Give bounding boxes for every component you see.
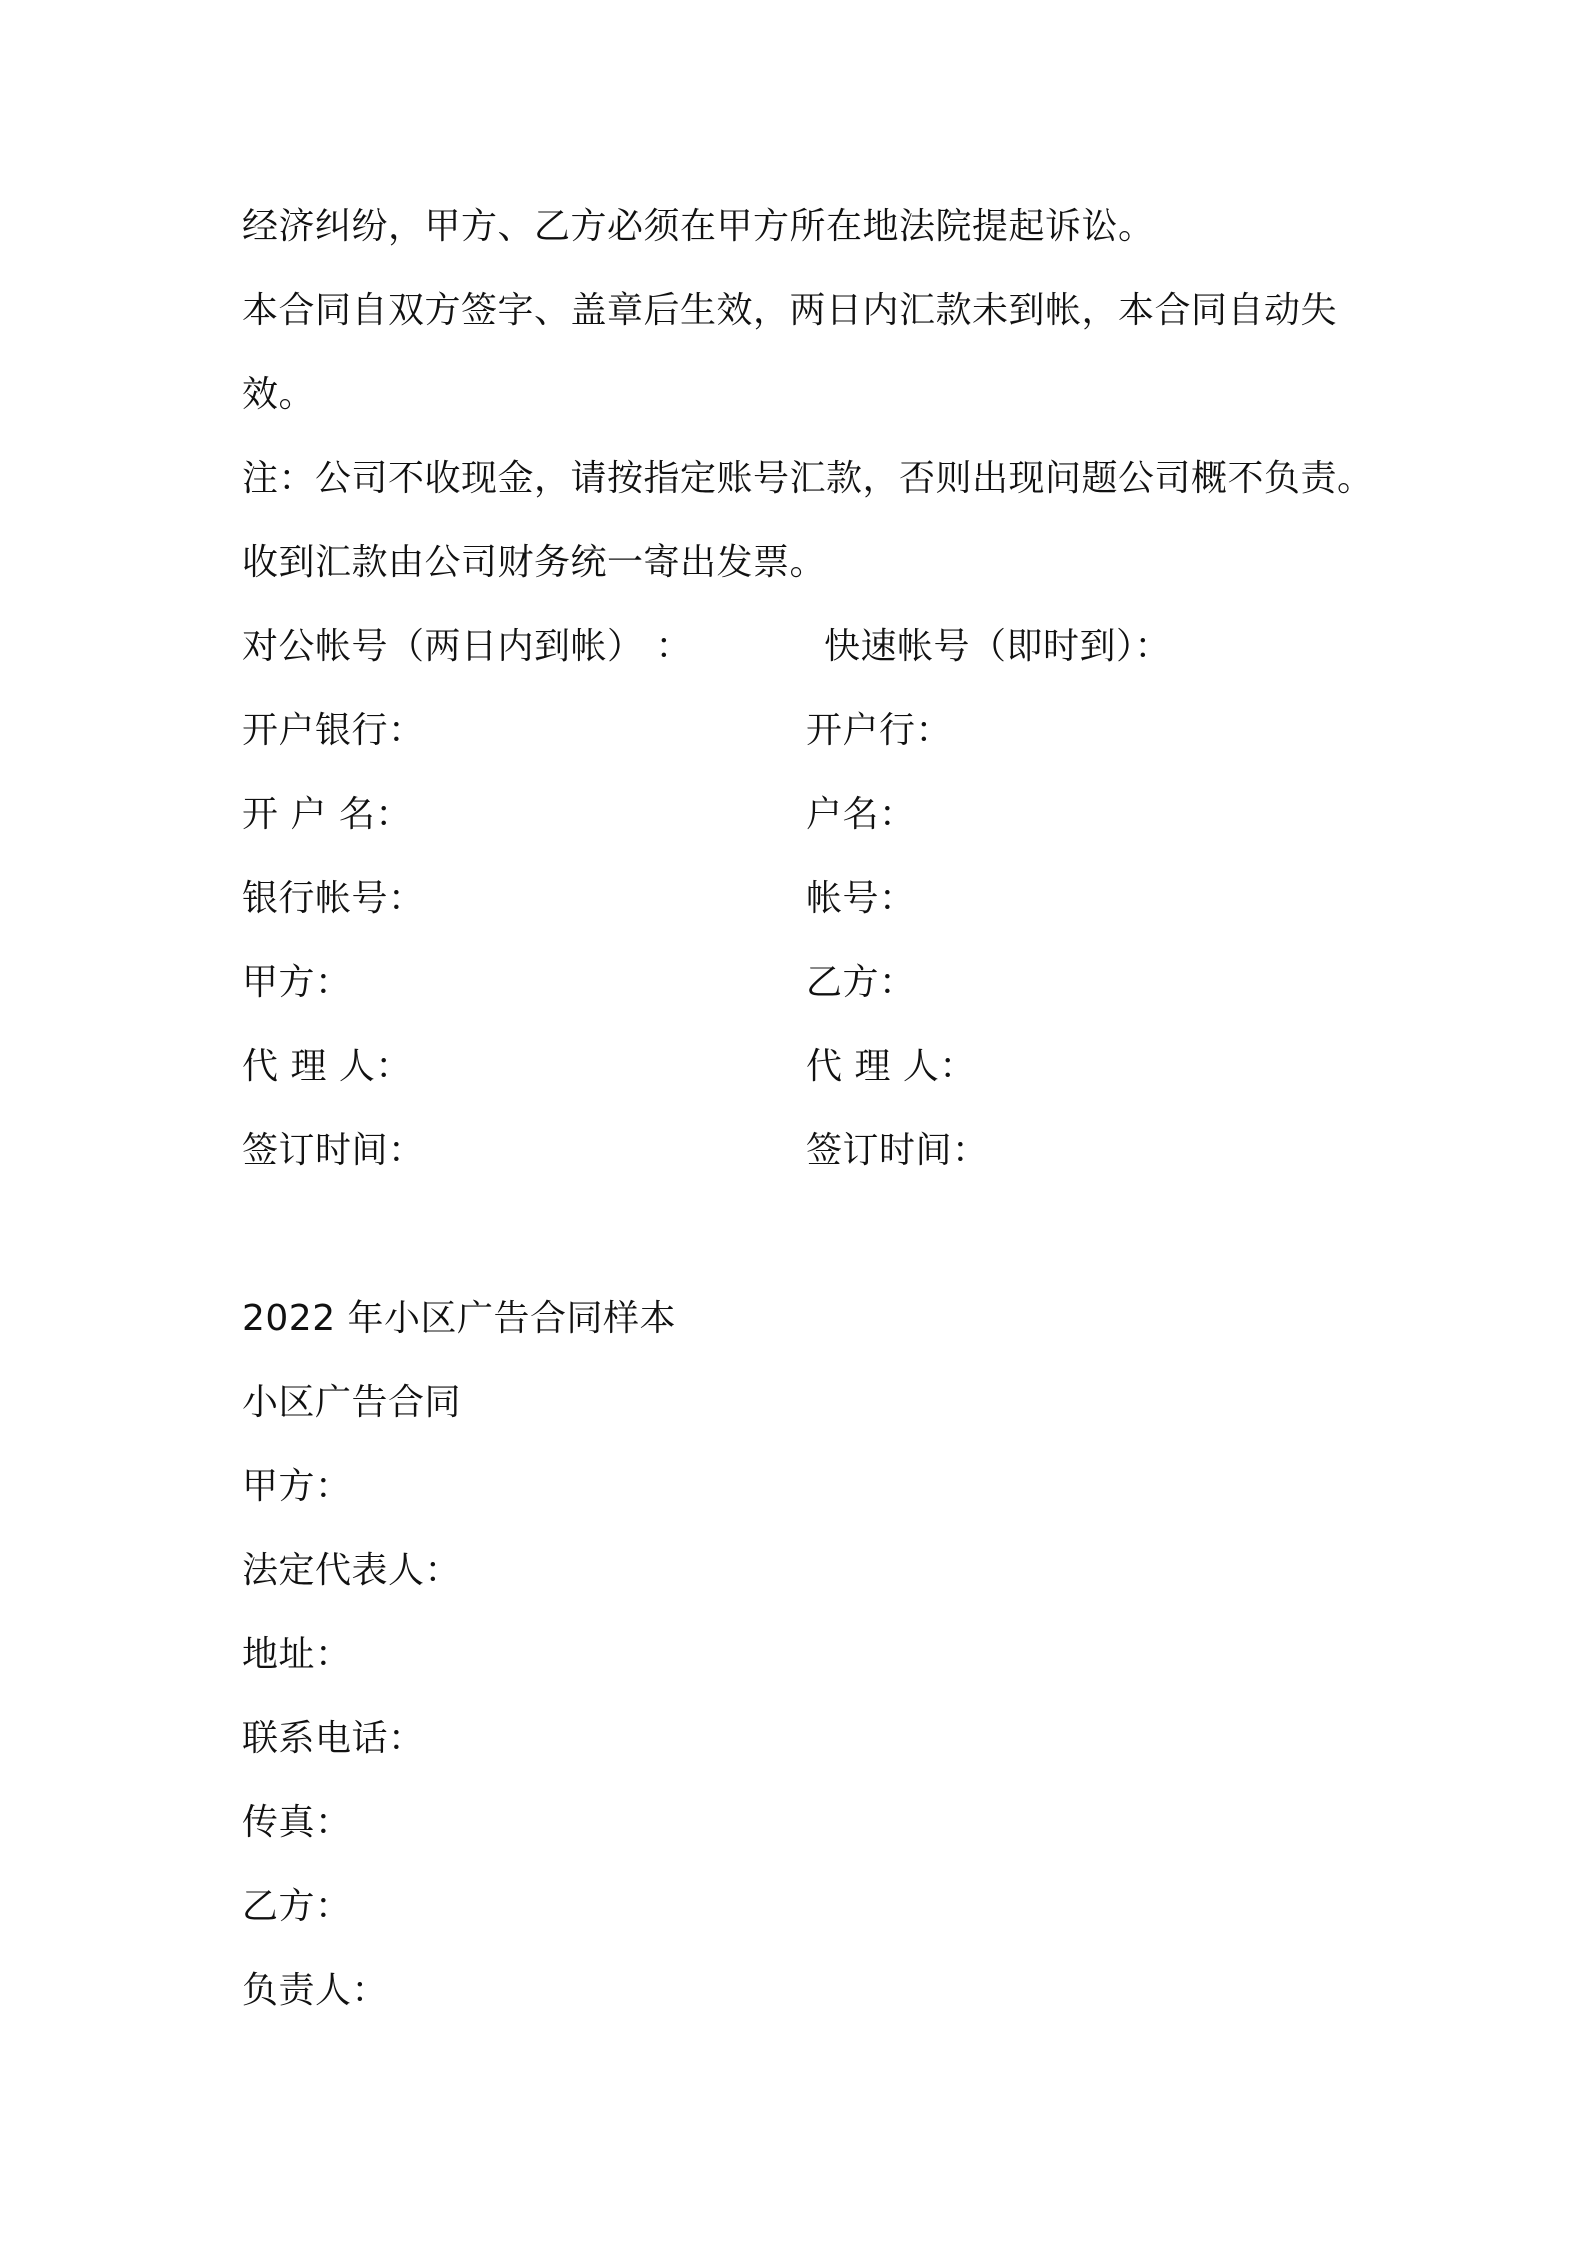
right-account-number-label: 帐号： — [806, 878, 916, 919]
paragraph-invoice: 收到汇款由公司财务统一寄出发票。 — [242, 542, 827, 583]
party-a-label: 甲方： — [242, 962, 352, 1003]
paragraph-dispute: 经济纠纷，甲方、乙方必须在甲方所在地法院提起诉讼。 — [242, 206, 1155, 247]
paragraph-effective-line2: 效。 — [242, 374, 316, 415]
field-address: 地址： — [242, 1634, 352, 1675]
left-sign-date-label: 签订时间： — [242, 1130, 425, 1171]
party-b-label: 乙方： — [806, 962, 916, 1003]
quick-account-header: 快速帐号（即时到）： — [824, 626, 1172, 667]
right-sign-date-label: 签订时间： — [806, 1130, 989, 1171]
field-fax: 传真： — [242, 1802, 352, 1843]
right-agent-label: 代 理 人： — [806, 1046, 976, 1087]
field-legal-representative: 法定代表人： — [242, 1550, 462, 1591]
left-agent-label: 代 理 人： — [242, 1046, 412, 1087]
left-bank-label: 开户银行： — [242, 710, 425, 751]
paragraph-effective-line1: 本合同自双方签字、盖章后生效，两日内汇款未到帐，本合同自动失 — [242, 290, 1338, 331]
right-bank-label: 开户行： — [806, 710, 953, 751]
contract-title: 小区广告合同 — [242, 1382, 462, 1423]
field-person-in-charge: 负责人： — [242, 1970, 389, 2011]
right-account-name-label: 户名： — [806, 794, 916, 835]
field-party-a: 甲方： — [242, 1466, 352, 1507]
paragraph-note: 注：公司不收现金，请按指定账号汇款，否则出现问题公司概不负责。 — [242, 458, 1374, 499]
public-account-header: 对公帐号（两日内到帐） ： — [242, 626, 692, 667]
left-account-number-label: 银行帐号： — [242, 878, 425, 919]
left-account-name-label: 开 户 名： — [242, 794, 412, 835]
field-phone: 联系电话： — [242, 1718, 425, 1759]
field-party-b: 乙方： — [242, 1886, 352, 1927]
sample-title: 2022 年小区广告合同样本 — [242, 1298, 677, 1339]
